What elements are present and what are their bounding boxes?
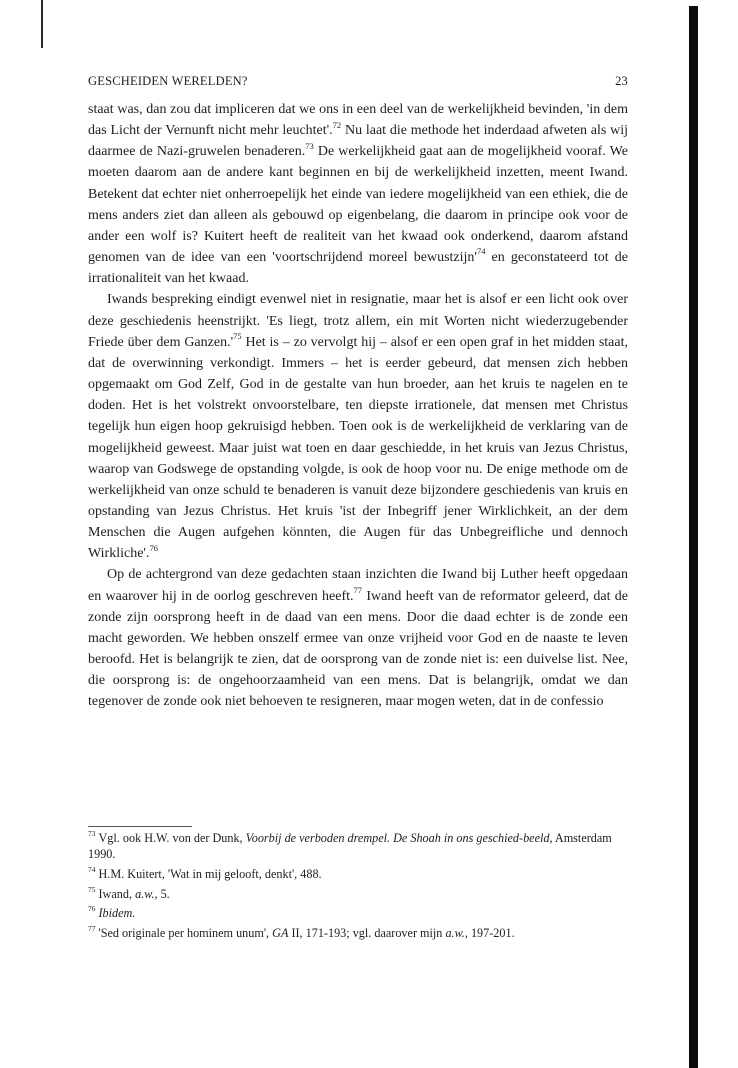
paragraph <box>88 564 628 712</box>
footnote <box>88 886 628 902</box>
page-number: 23 <box>615 74 628 88</box>
text-run: 5. <box>157 886 170 901</box>
footnote-number: 75 <box>88 884 96 894</box>
footnote-reference: 73 <box>305 140 314 151</box>
footnote <box>88 866 628 882</box>
footnote <box>88 925 628 941</box>
text-run: Iwands bespreking eindigt evenwel niet in resignatie, maar het is alsof er een licht ook over deze geschiedenis heenstrijkt. 'Es liegt, trotz allem, ein mit Worten nicht wiederzugebender Friede über dem Ganzen.' <box>88 292 628 350</box>
footnote-reference: 77 <box>353 584 363 595</box>
text-run: Iwand heeft van de reformator geleerd, dat de zonde zijn oorsprong heeft in de daad van een mens. Door die daad echter is de zonde een macht geworden. We hebben onszelf ermee van onze vrijheid voor God en de naaste te leven beroofd. Het is belangrijk te zien, dat de oorsprong van de zonde niet is: een duivelse list. Nee, die oorsprong is: de ongehoorzaamheid van een mens. Dat is belangrijk, omdat we dan tegenover de zonde ook niet behoeven te resigneren, maar mogen weten, dat in de confessio <box>88 588 629 710</box>
footnote <box>88 830 628 862</box>
text-run: 197-201. <box>467 926 515 941</box>
text-run: Nu laat die methode het inderdaad afweten als wij daarmee de Nazi-gruwelen benaderen. <box>88 123 628 160</box>
footnote-reference: 76 <box>149 542 158 553</box>
text-run: De werkelijkheid gaat aan de mogelijkheid vooraf. We moeten daarom aan de andere kant beginnen en bij de werkelijkheid inzetten, meent Iwand. Betekent dat echter niet onherroepelijk het einde van iedere mogelijkheid van een ethiek, die de mens anders ziet dan alleen als gebouwd op eigenbelang, die daarom in principe ook voor de ander een wolf is? Kuitert heeft de realiteit van het kwaad ook onderkend, daarom afstand genomen van de idee van een 'voortschrijdend moreel bewustzijn' <box>88 144 628 266</box>
paragraph <box>88 99 628 289</box>
italic-text: a.w., <box>445 926 468 941</box>
scan-edge-left <box>41 0 43 48</box>
text-run: H.M. Kuitert, 'Wat in mij gelooft, denkt', 488. <box>98 866 322 881</box>
scan-edge-right <box>689 6 698 1068</box>
italic-text: GA <box>272 926 289 941</box>
text-run: Iwand, <box>98 886 136 901</box>
text-run: Op de achtergrond van deze gedachten staan inzichten die Iwand bij Luther heeft opgedaan en waarover hij in de oorlog geschreven heeft. <box>88 567 628 604</box>
text-run: Het is – zo vervolgt hij – alsof er een open graf in het midden staat, dat de overwinning verkondigt. Immers – het is eerder gebeurd, dat mensen zich hebben opgemaakt om God Zelf, God in de gestalte van hun broeder, aan het kruis te nagelen en te doden. Het is het volstrekt onvoorstelbare, ten diepste irrationele, dat mensen met Christus tegelijk hun eigen hoop gekruisigd hebben. Toen ook is de werkelijkheid de verklaring van de mogelijkheid geweest. Maar juist wat toen en daar geschiedde, in het kruis van Jezus Christus, waarop van Godswege de opstanding volgde, is ook de hoop voor nu. De enige methode om de werkelijkheid van onze schuld te benaderen is vanuit deze bijzondere geschiedenis van kruis en opstanding van Jezus Christus. Het kruis 'ist der Inbegriff jener Wirklichkeit, an der dem Menschen die Augen aufgehen könnten, die Augen für das Unbegreifliche und dennoch Wirkliche'. <box>88 334 628 562</box>
page-header <box>88 74 628 92</box>
footnote-number: 77 <box>88 923 96 933</box>
italic-text: Ibidem. <box>98 906 136 921</box>
footnote-reference: 75 <box>233 331 242 342</box>
footnote-reference: 74 <box>476 246 486 257</box>
text-run: Vgl. ook H.W. von der Dunk, <box>98 831 246 845</box>
text-run: en geconstateerd tot de irrationaliteit van het kwaad. <box>88 250 628 287</box>
text-run: 'Sed originale per hominem unum', <box>98 926 273 941</box>
text-run: Amsterdam 1990. <box>88 831 612 862</box>
italic-text: Voorbij de verboden drempel. De Shoah in ons geschied-beeld, <box>245 831 553 845</box>
footnote <box>88 905 628 921</box>
footnote-number: 74 <box>88 864 96 874</box>
text-run: staat was, dan zou dat impliceren dat we ons in een deel van de werkelijkheid bevinden, 'in dem das Licht der Vernunft nicht mehr leuchtet'. <box>88 102 628 139</box>
footnote-reference: 72 <box>332 119 342 130</box>
footnote-number: 73 <box>88 828 96 838</box>
footnote-number: 76 <box>88 904 96 914</box>
footnote-separator <box>88 826 192 827</box>
running-head: GESCHEIDEN WERELDEN? <box>88 74 248 88</box>
paragraph <box>88 289 628 564</box>
text-run: II, 171-193; vgl. daarover mijn <box>288 926 446 941</box>
footnotes <box>88 830 628 945</box>
body-text <box>88 99 628 713</box>
italic-text: a.w., <box>135 886 158 901</box>
